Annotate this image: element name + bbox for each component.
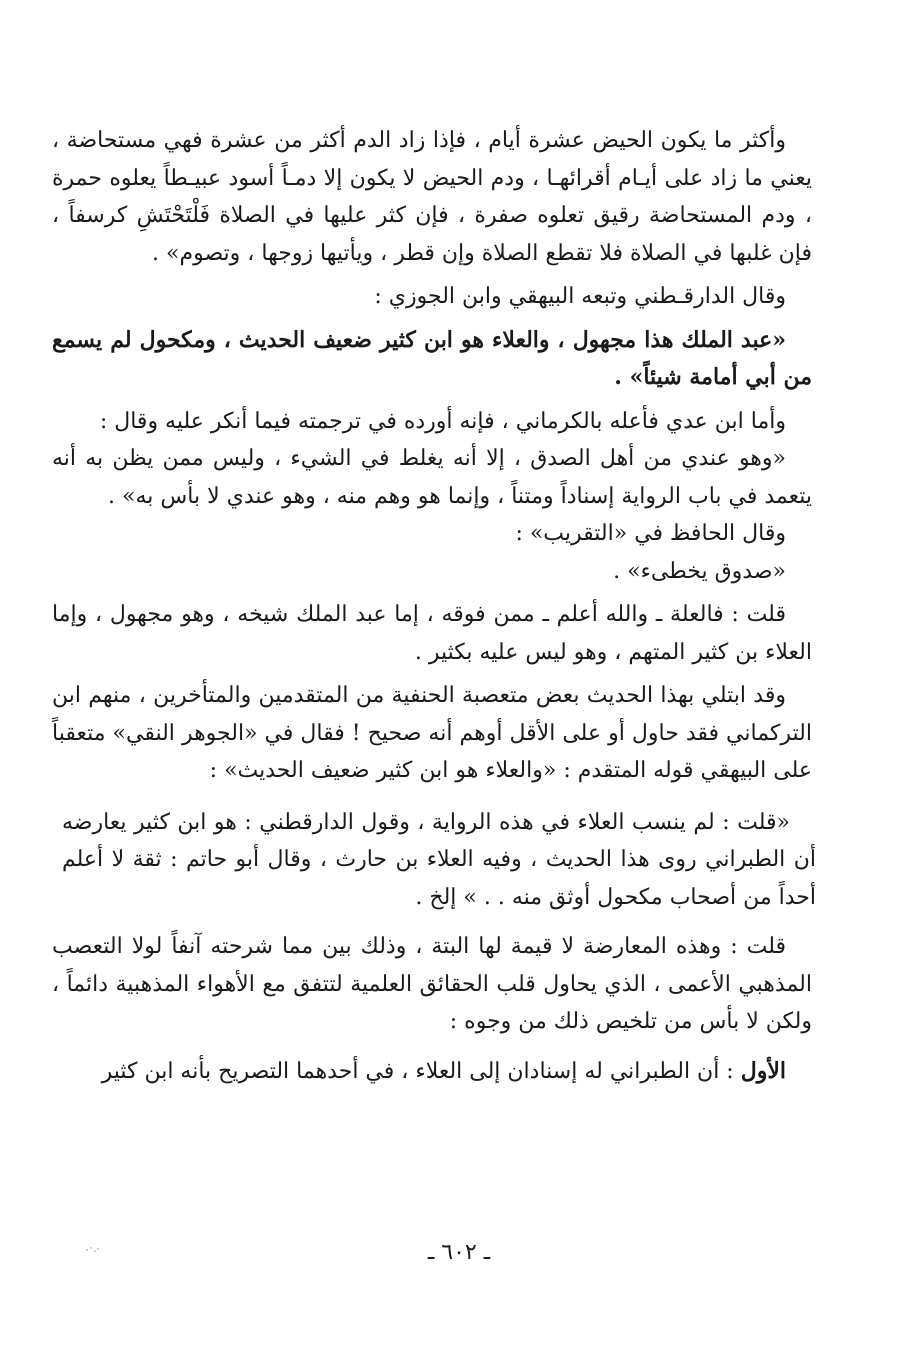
paragraph-12 xyxy=(52,1053,812,1091)
paragraph-2: وقال الدارقـطني وتبعه البيهقي وابن الجوزي : xyxy=(374,284,786,309)
page-body xyxy=(52,122,816,1090)
paragraph-12-lead: الأول xyxy=(740,1057,786,1084)
quote-turkmani: «قلت : لم ينسب العلاء في هذه الرواية ، وقول الدارقطني : هو ابن كثير يعارضه أن الطبراني روى هذا الحديث ، وفيه العلاء بن حارث ، وقال أبو حاتم : ثقة لا أعلم أحداً من أصحاب مكحول أوثق منه . . » إلخ . xyxy=(62,809,816,910)
paragraph-6: وقال الحافظ في «التقريب» : xyxy=(515,521,786,546)
paragraph-4: وأما ابن عدي فأعله بالكرماني ، فإنه أورده في ترجمته فيما أنكر عليه وقال : xyxy=(99,408,786,434)
paragraph-9: وقد ابتلي بهذا الحديث بعض متعصبة الحنفية من المتقدمين والمتأخرين ، منهم ابن التركماني فقد حاول أو على الأقل أوهم أنه صحيح ! فقال في «الجوهر النقي» متعقباً على البيهقي قوله المتقدم : «والعلاء هو ابن كثير ضعيف الحديث» : xyxy=(52,683,812,783)
paragraph-1: وأكثر ما يكون الحيض عشرة أيام ، فإذا زاد الدم أكثر من عشرة فهي مستحاضة ، يعني ما زاد على أيـام أقرائهـا ، ودم الحيض لا يكون إلا دمـاً أسود عبيـطاً يعلوه حمرة ، ودم المستحاضة رقيق تعلوه صفرة ، فإن كثر عليها في الصلاة فَلْتَحْتَشِ كرسفاً ، فإن غلبها في الصلاة فلا تقطع الصلاة وإن قطر ، ويأتيها زوجها ، وتصوم» . xyxy=(52,128,812,266)
page-number: ـ ٦٠٢ ـ xyxy=(427,1240,491,1265)
paragraph-8: قلت : فالعلة ـ والله أعلم ـ ممن فوقه ، إما عبد الملك شيخه ، وهو مجهول ، وإما العلاء بن كثير المتهم ، وهو ليس عليه بكثير . xyxy=(52,602,812,665)
quote-taqrib: «صدوق يخطىء» . xyxy=(613,558,786,584)
quote-ibn-adi: «وهو عندي من أهل الصدق ، إلا أنه يغلط في الشيء ، وليس ممن يظن به أنه يتعمد في باب الرواية إسناداً ومتناً ، وإنما هو وهم منه ، وهو عندي لا بأس به» . xyxy=(52,446,812,509)
paragraph-12-text: : أن الطبراني له إسنادان إلى العلاء ، في أحدهما التصريح بأنه ابن كثير xyxy=(101,1058,734,1084)
quote-daraqutni: «عبد الملك هذا مجهول ، والعلاء هو ابن كثير ضعيف الحديث ، ومكحول لم يسمع من أبي أمامة شيئاً» . xyxy=(52,326,812,390)
paragraph-11: قلت : وهذه المعارضة لا قيمة لها البتة ، وذلك بين مما شرحته آنفاً لولا التعصب المذهبي الأعمى ، الذي يحاول قلب الحقائق العلمية لتتفق مع الأهواء المذهبية دائماً ، ولكن لا بأس من تلخيص ذلك من وجوه : xyxy=(52,934,812,1034)
